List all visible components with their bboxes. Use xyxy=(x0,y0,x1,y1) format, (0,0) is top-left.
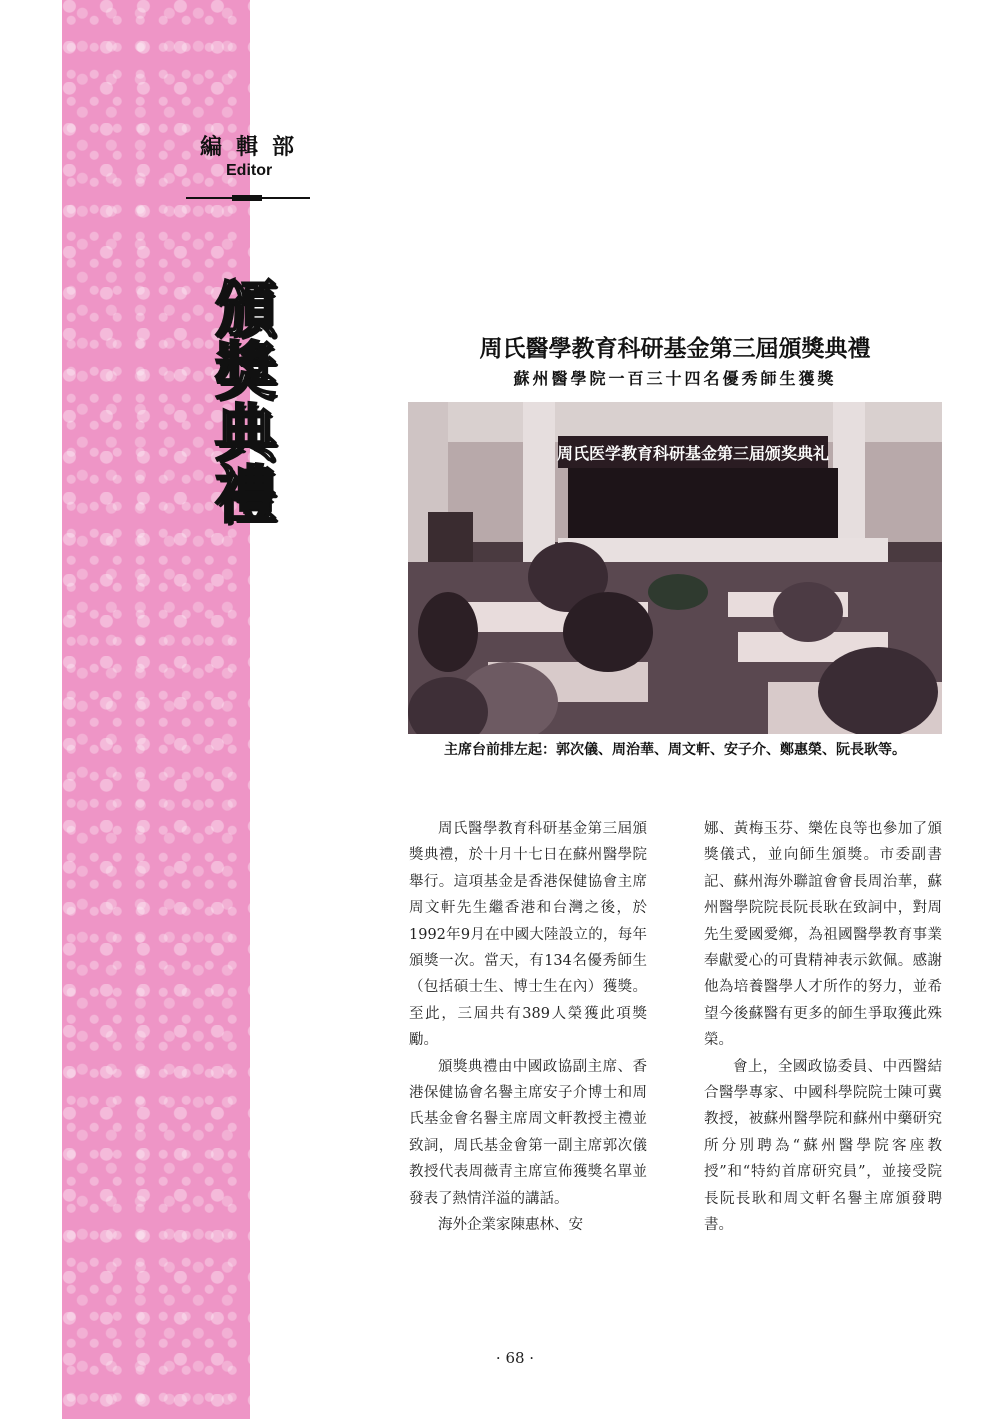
body-paragraph: 頒獎典禮由中國政協副主席、香港保健協會名譽主席安子介博士和周氏基金會名譽主席周文軒教授主禮並致詞，周氏基金會第一副主席郭次儀教授代表周薇青主席宣佈獲獎名單並發表了熱情洋溢的講話。 xyxy=(409,1058,647,1207)
ceremony-photo-illustration xyxy=(408,402,942,734)
article-body-left-column xyxy=(409,816,647,1239)
vertical-page-title: 頒獎典禮 xyxy=(204,276,277,524)
photo-banner-text: 周氏医学教育科研基金第三届颁奖典礼 xyxy=(556,444,830,463)
body-paragraph: 周氏醫學教育科研基金第三屆頒獎典禮，於十月十七日在蘇州醫學院舉行。這項基金是香港保健協會主席周文軒先生繼香港和台灣之後，於1992年9月在中國大陸設立的，每年頒獎一次。當天，有134名優秀師生（包括碩士生、博士生在內）獲獎。至此，三屆共有389人榮獲此項獎勵。 xyxy=(409,821,647,1049)
body-paragraph: 海外企業家陳惠林、安 xyxy=(438,1217,583,1234)
photo-caption: 主席台前排左起：郭次儀、周治華、周文軒、安子介、鄭惠榮、阮長耿等。 xyxy=(444,742,906,758)
section-label-english: Editor xyxy=(226,162,273,179)
body-paragraph: 會上，全國政協委員、中西醫結合醫學專家、中國科學院院士陳可冀教授，被蘇州醫學院和蘇州中藥研究所分別聘為“蘇州醫學院客座教授”和“特約首席研究員”，並接受院長阮長耿和周文軒名譽主席頒發聘書。 xyxy=(704,1058,942,1234)
ceremony-photo xyxy=(408,402,942,734)
article-body-right-column xyxy=(704,816,942,1239)
body-paragraph: 娜、黃梅玉芬、樂佐良等也參加了頒獎儀式，並向師生頒獎。市委副書記、蘇州海外聯誼會會長周治華，蘇州醫學院院長阮長耿在致詞中，對周先生愛國愛鄉，為祖國醫學教育事業奉獻愛心的可貴精神表示欽佩。感謝他為培養醫學人才所作的努力，並希望今後蘇醫有更多的師生爭取獲此殊榮。 xyxy=(704,821,942,1049)
article-title: 周氏醫學教育科研基金第三屆頒獎典禮 xyxy=(479,336,871,362)
page-number: · 68 · xyxy=(495,1349,535,1367)
section-label: 編輯部 xyxy=(200,135,309,160)
decorative-pink-band xyxy=(62,0,250,1419)
article-subtitle: 蘇州醫學院一百三十四名優秀師生獲獎 xyxy=(513,369,837,388)
section-divider-accent xyxy=(232,195,262,201)
